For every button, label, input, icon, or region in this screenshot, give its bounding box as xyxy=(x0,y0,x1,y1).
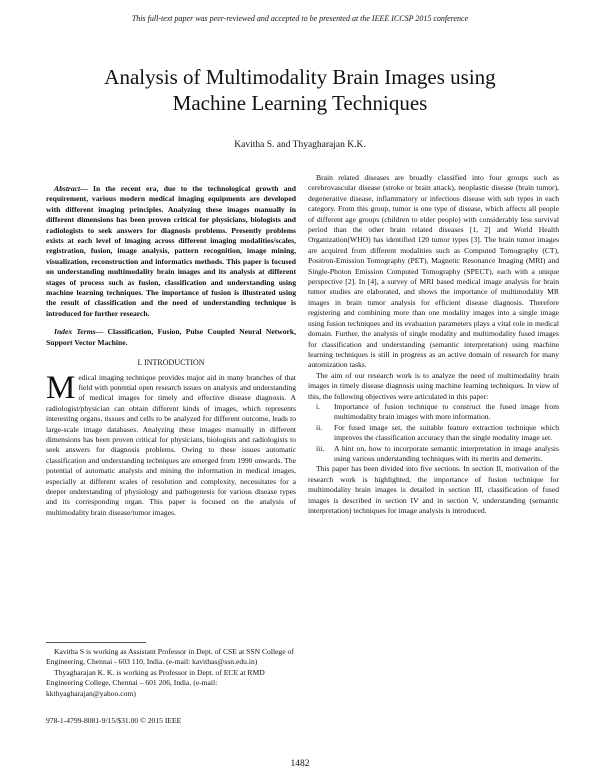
objective-text: Importance of fusion technique to construct the fused image from multimodality brain images with more information. xyxy=(334,401,559,422)
drop-cap: M xyxy=(46,369,76,406)
abstract-body: In the recent era, due to the technological growth and requirement, various modern medical imaging equipments are developed with different imaging principles. Analyzing these images manually in different dimensions has been proven critical for physicians, biologists and radiologists to seek answers for diagnosis problems. Presently problems exists at each level of imaging across different imaging modalities/scales, registration, fusion, image analysis, pattern recognition, image mining, visualization, reconstruction and informatics methods. This paper is focused on understanding multimodality brain images and its analysis at different stages of process such as fusion, classification and understanding using machine learning techniques. The importance of fusion is illustrated using the result of classification and the need of understanding technique is introduced for further research. xyxy=(46,184,296,318)
intro-paragraph xyxy=(46,369,296,519)
objective-item xyxy=(316,443,559,465)
footnote-author-2: Thyagharajan K. K. is working as Professor in Dept. of ECE at RMD Engineering College, Chennai – 601 206, India. (e-mail: kkthyagharajan@yahoo.com) xyxy=(46,667,265,698)
title-line-1: Analysis of Multimodality Brain Images using xyxy=(104,65,496,89)
index-terms-body: Classification, Fusion, Pulse Coupled Neural Network, Support Vector Machine. xyxy=(46,327,297,347)
author-footnotes xyxy=(46,647,296,699)
left-column xyxy=(46,184,296,518)
title-line-2: Machine Learning Techniques xyxy=(172,91,428,115)
body-paragraph-3: This paper has been divided into five sections. In section II, motivation of the research work is highlighted, the importance of fusion technique for multimodality brain images is detailed in section III, classification of fused images is described in section IV and in section V, understanding (semantic interpretation) techniques for image analysis is introduced. xyxy=(308,464,559,515)
right-column xyxy=(308,173,559,516)
objectives-list xyxy=(308,402,559,464)
body-paragraph-1: Brain related diseases are broadly classified into four groups such as cerebrovascular disease (stroke or brain attack), neoplastic disease (brain tumor), degenerative disease, inflammatory or infectious disease with sub types in each category. From this group, tumor is one type of disease, which affects all people of different age groups (children to elder people) with considerably less survival period than the other brain related diseases [1, 2] and World Health Organization(WHO) has identified 120 tumor types [3]. The brain tumor images are acquired from different modalities such as Computed Tomography (CT), Positron-Emission Tomography (PET), Magnetic Resonance Imaging (MRI) and Single-Photon Emission Computed Tomography (SPECT), each with a unique perspective [2]. In [4], a survey of MRI based medical image analysis for brain tumor studies are elaborated, and shows the importance of multimodality MR images in brain tumor analysis for efficient disease diagnosis. Therefore registering and combining more than one modality images into a single image using fusion techniques and its evaluation parameters plays a vital role in medical domain. Further, the analysis of single modality and multimodality fused images for classification and understanding (semantic interpretation) using machine learning techniques is still in progress as an active domain of research for many automization tasks. xyxy=(308,173,559,370)
abstract xyxy=(46,184,296,319)
isbn-copyright: 978-1-4799-8081-9/15/$31.00 © 2015 IEEE xyxy=(46,716,182,725)
author-list: Kavitha S. and Thyagharajan K.K. xyxy=(234,140,366,150)
objective-number: ii. xyxy=(316,422,323,432)
objective-number: iii. xyxy=(316,443,325,453)
objective-text: For fused image set, the suitable feature extraction technique which improves the classification accuracy than the single modality image set. xyxy=(334,422,559,443)
page-number: 1482 xyxy=(290,759,310,769)
objective-number: i. xyxy=(316,401,321,411)
intro-paragraph-text: edical imaging technique provides major aid in many branches of that field with potential open research issues on analysis and understanding of medical images for timely and effective disease diagnosis. A radiologist/physician can obtain different kinds of images, which represents interesting organs, tissues and cells to be analyzed for different outcome, leads to large-scale image databases. Analyzing these images manually in different dimensions has been proven critical for physicians, biologists and radiologists to seek answers for diagnosis problems. Owing to these issues automatic classification and understanding techniques are emerged from 1990 onwards. The potential of automatic analysis and mining the information in medical images, especially at different scales of resolution and complexity, necessitates for a deeper understanding of physiology and pathogenesis for various disease types and its corresponding organ. This paper is focused on the analysis of multimodality brain disease/tumor images. xyxy=(46,372,296,517)
section-heading-introduction: I. INTRODUCTION xyxy=(137,358,205,368)
objective-item xyxy=(316,422,559,444)
objective-item xyxy=(316,401,559,423)
objective-text: A hint on, how to incorporate semantic interpretation in image analysis using various understanding techniques with its merits and demerits. xyxy=(334,443,559,463)
footnote-author-1: Kavitha S is working as Assistant Professor in Dept. of CSE at SSN College of Engineering, Chennai - 603 110, India. (e-mail: kavithas@ssn.edu.in) xyxy=(46,647,294,667)
footnote-rule xyxy=(46,642,146,643)
index-terms xyxy=(46,327,296,348)
index-terms-lead: Index Terms— xyxy=(54,327,104,337)
body-paragraph-2: The aim of our research work is to analyze the need of multimodality brain images in timely disease diagnosis using machine learning techniques. In view of this, the following objectives were articulated in this paper: xyxy=(308,370,559,401)
conference-notice: This full-text paper was peer-reviewed and accepted to be presented at the IEEE ICCSP 2015 conference xyxy=(131,14,469,23)
abstract-lead: Abstract— xyxy=(54,184,88,193)
paper-title xyxy=(40,64,560,116)
